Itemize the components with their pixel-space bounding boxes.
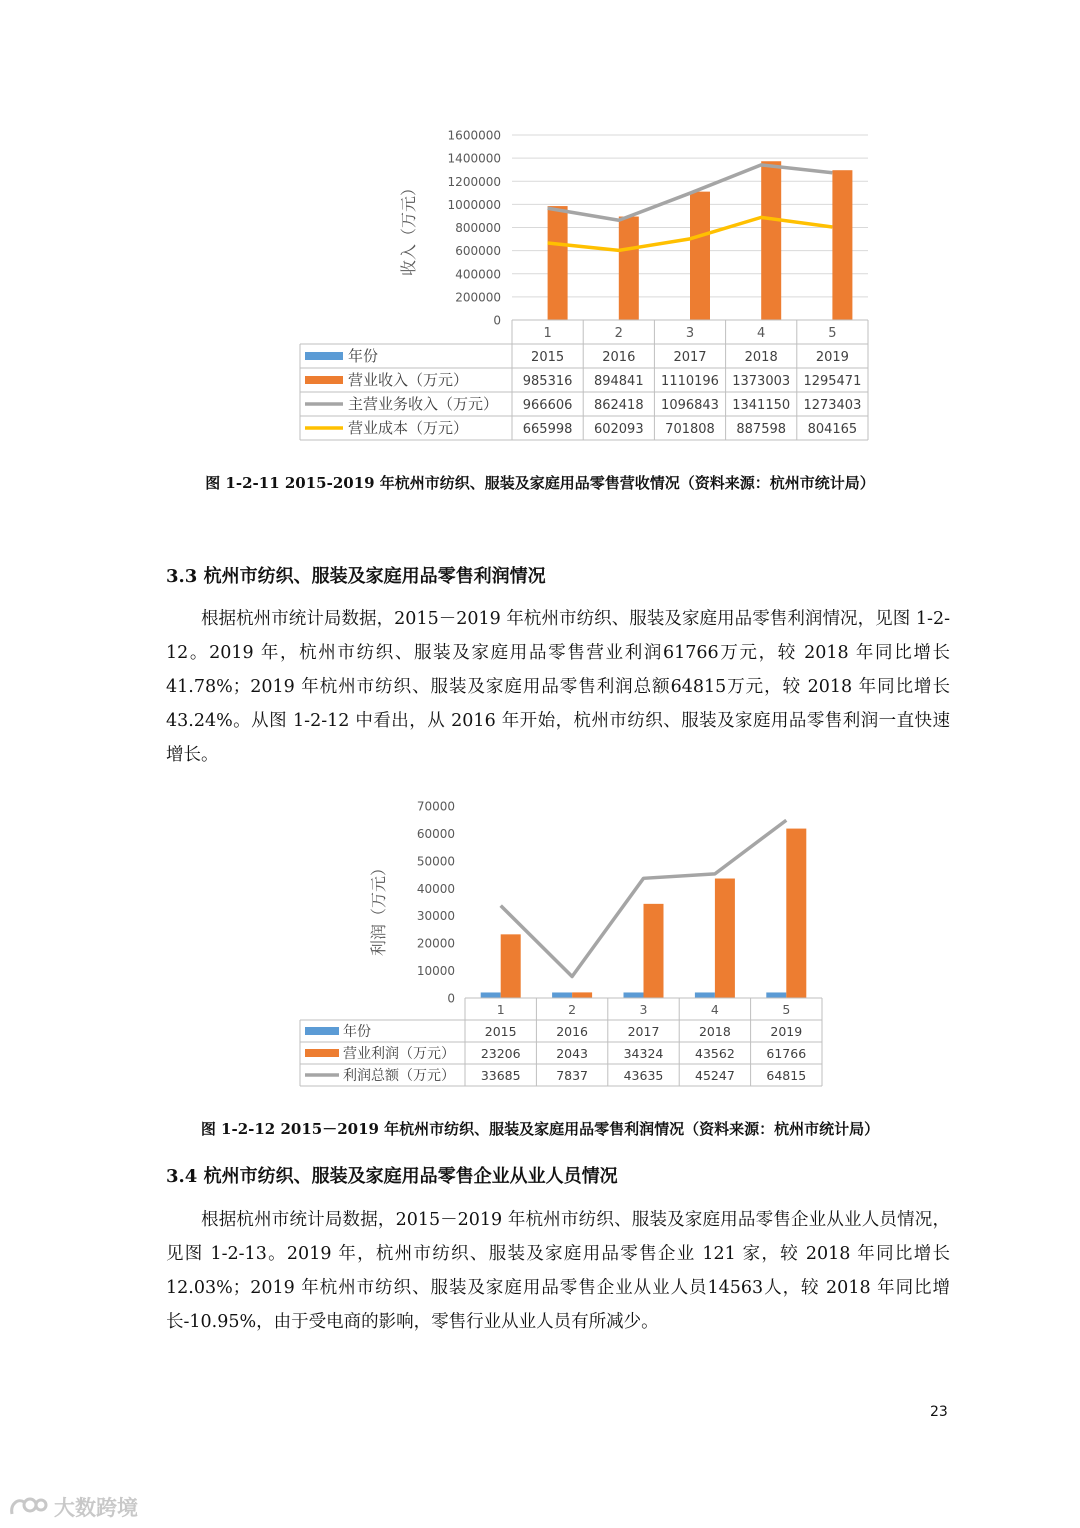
section-heading-3-3: 3.3 杭州市纺织、服装及家庭用品零售利润情况 bbox=[166, 566, 546, 587]
revenue-category-label: 3 bbox=[685, 326, 695, 341]
revenue-category-label: 5 bbox=[828, 326, 837, 341]
profit-table-cell: 2016 bbox=[556, 1024, 589, 1039]
revenue-legend-swatch bbox=[305, 352, 343, 360]
revenue-table-cell: 894841 bbox=[593, 374, 644, 389]
revenue-table-cell: 2017 bbox=[673, 350, 707, 365]
revenue-table-cell: 2015 bbox=[531, 350, 565, 365]
profit-y-tick-label: 0 bbox=[447, 991, 455, 1006]
profit-bar-营业利润（万元） bbox=[715, 879, 735, 998]
revenue-bar-营业收入（万元） bbox=[832, 170, 852, 320]
revenue-table-cell: 2018 bbox=[744, 350, 778, 365]
revenue-y-tick-label: 400000 bbox=[455, 267, 501, 282]
profit-legend-swatch bbox=[305, 1049, 339, 1057]
profit-bar-营业利润（万元） bbox=[644, 904, 664, 998]
profit-legend-label: 年份 bbox=[343, 1024, 371, 1040]
revenue-table-cell: 1110196 bbox=[661, 374, 719, 389]
profit-bar-年份 bbox=[481, 992, 501, 998]
profit-bar-年份 bbox=[624, 992, 644, 998]
profit-y-axis-title: 利润（万元） bbox=[369, 859, 388, 957]
revenue-y-tick-label: 800000 bbox=[455, 221, 501, 235]
figure-caption-1-2-11: 图 1-2-11 2015-2019 年杭州市纺织、服装及家庭用品零售营收情况（资料来源：杭州市统计局） bbox=[205, 474, 875, 492]
profit-legend-label: 利润总额（万元） bbox=[343, 1068, 455, 1084]
revenue-table-cell: 1096843 bbox=[661, 398, 719, 413]
revenue-category-label: 1 bbox=[543, 326, 552, 341]
profit-category-label: 2 bbox=[568, 1002, 577, 1017]
profit-bar-营业利润（万元） bbox=[786, 829, 806, 998]
profit-table-cell: 2018 bbox=[698, 1024, 731, 1039]
profit-category-label: 3 bbox=[639, 1002, 648, 1017]
revenue-table-cell: 887598 bbox=[736, 422, 787, 437]
profit-table-cell: 64815 bbox=[766, 1068, 807, 1083]
profit-y-tick-label: 20000 bbox=[416, 936, 455, 951]
section-3-4-paragraph: 根据杭州市统计局数据，2015－2019 年杭州市纺织、服装及家庭用品零售企业从业人员情况，见图 1-2-13。2019 年，杭州市纺织、服装及家庭用品零售企业 121 家，较 2018 年同比增长 12.03%；2019 年杭州市纺织、服装及家庭用品零售企业从业人员14563人，较 2018 年同比增长-10.95%，由于受电商的影响，零售行业从业人员有所减少。 bbox=[166, 1210, 950, 1332]
profit-table-cell: 33685 bbox=[480, 1068, 521, 1083]
profit-bar-营业利润（万元） bbox=[572, 992, 592, 998]
profit-table-cell: 2017 bbox=[627, 1024, 660, 1039]
profit-table-cell: 2043 bbox=[556, 1046, 589, 1061]
profit-table-cell: 23206 bbox=[480, 1046, 521, 1061]
revenue-table-cell: 1341150 bbox=[732, 398, 791, 413]
profit-table-cell: 61766 bbox=[766, 1046, 807, 1061]
revenue-category-label: 4 bbox=[757, 326, 766, 341]
page-number: 23 bbox=[930, 1404, 948, 1420]
revenue-legend-label: 主营业务收入（万元） bbox=[348, 395, 499, 413]
revenue-legend-label: 营业成本（万元） bbox=[348, 419, 469, 437]
revenue-table-cell: 1373003 bbox=[732, 374, 791, 389]
watermark bbox=[8, 1492, 138, 1522]
revenue-y-tick-label: 600000 bbox=[455, 244, 501, 259]
revenue-category-label: 2 bbox=[614, 326, 623, 341]
profit-table-cell: 43635 bbox=[623, 1068, 664, 1083]
revenue-table-cell: 701808 bbox=[665, 422, 715, 437]
revenue-table-cell: 1273403 bbox=[803, 398, 862, 413]
revenue-y-tick-label: 1400000 bbox=[447, 151, 501, 166]
revenue-legend-label: 年份 bbox=[348, 347, 379, 365]
revenue-y-tick-label: 0 bbox=[493, 313, 501, 328]
profit-table-cell: 34324 bbox=[623, 1046, 664, 1061]
figure-caption-1-2-12: 图 1-2-12 2015－2019 年杭州市纺织、服装及家庭用品零售利润情况（资料来源：杭州市统计局） bbox=[200, 1120, 880, 1138]
profit-y-tick-label: 10000 bbox=[416, 964, 455, 979]
profit-bar-年份 bbox=[766, 992, 786, 998]
revenue-legend-swatch bbox=[305, 376, 343, 384]
revenue-legend-label: 营业收入（万元） bbox=[348, 371, 469, 389]
profit-table-cell: 43562 bbox=[695, 1046, 735, 1061]
profit-y-tick-label: 30000 bbox=[416, 909, 455, 924]
profit-category-label: 4 bbox=[710, 1002, 719, 1017]
revenue-table-cell: 2016 bbox=[602, 350, 636, 365]
revenue-y-tick-label: 1600000 bbox=[447, 128, 501, 143]
profit-y-tick-label: 40000 bbox=[416, 881, 455, 896]
revenue-table-cell: 966606 bbox=[522, 398, 573, 413]
profit-y-tick-label: 50000 bbox=[416, 854, 455, 869]
profit-table-cell: 2019 bbox=[770, 1024, 803, 1039]
revenue-y-axis-title: 收入（万元） bbox=[399, 179, 418, 277]
revenue-y-tick-label: 1000000 bbox=[447, 197, 501, 212]
revenue-table-cell: 665998 bbox=[522, 422, 573, 437]
section-heading-3-4: 3.4 杭州市纺织、服装及家庭用品零售企业从业人员情况 bbox=[166, 1166, 618, 1187]
profit-bar-年份 bbox=[695, 992, 715, 998]
revenue-y-tick-label: 1200000 bbox=[447, 174, 501, 189]
profit-table-cell: 7837 bbox=[556, 1068, 589, 1083]
revenue-bar-营业收入（万元） bbox=[761, 161, 781, 320]
revenue-table-cell: 985316 bbox=[522, 374, 573, 389]
section-3-3-paragraph: 根据杭州市统计局数据，2015－2019 年杭州市纺织、服装及家庭用品零售利润情况，见图 1-2-12。2019 年，杭州市纺织、服装及家庭用品零售营业利润61766万元，较 2018 年同比增长 41.78%；2019 年杭州市纺织、服装及家庭用品零售利润总额64815万元，较 2018 年同比增长 43.24%。从图 1-2-12 中看出，从 2016 年开始，杭州市纺织、服装及家庭用品零售利润一直快速增长。 bbox=[166, 609, 950, 765]
profit-bar-年份 bbox=[552, 992, 572, 998]
watermark-logo-icon bbox=[8, 1494, 48, 1520]
profit-category-label: 5 bbox=[782, 1002, 791, 1017]
revenue-table-cell: 804165 bbox=[807, 422, 858, 437]
revenue-bar-营业收入（万元） bbox=[619, 217, 639, 320]
revenue-table-cell: 2019 bbox=[815, 350, 849, 365]
revenue-table-cell: 1295471 bbox=[803, 374, 862, 389]
profit-category-label: 1 bbox=[496, 1002, 505, 1017]
watermark-text: 大数跨境 bbox=[54, 1496, 138, 1520]
revenue-table-cell: 862418 bbox=[593, 398, 644, 413]
profit-y-tick-label: 60000 bbox=[416, 826, 455, 841]
profit-y-tick-label: 70000 bbox=[416, 799, 455, 814]
revenue-bar-营业收入（万元） bbox=[548, 206, 568, 320]
profit-bar-营业利润（万元） bbox=[501, 934, 521, 998]
profit-table-cell: 2015 bbox=[484, 1024, 517, 1039]
profit-legend-swatch bbox=[305, 1027, 339, 1035]
revenue-bar-营业收入（万元） bbox=[690, 192, 710, 320]
revenue-y-tick-label: 200000 bbox=[455, 290, 501, 305]
profit-table-cell: 45247 bbox=[695, 1068, 735, 1083]
profit-legend-label: 营业利润（万元） bbox=[343, 1046, 455, 1062]
revenue-table-cell: 602093 bbox=[593, 422, 644, 437]
